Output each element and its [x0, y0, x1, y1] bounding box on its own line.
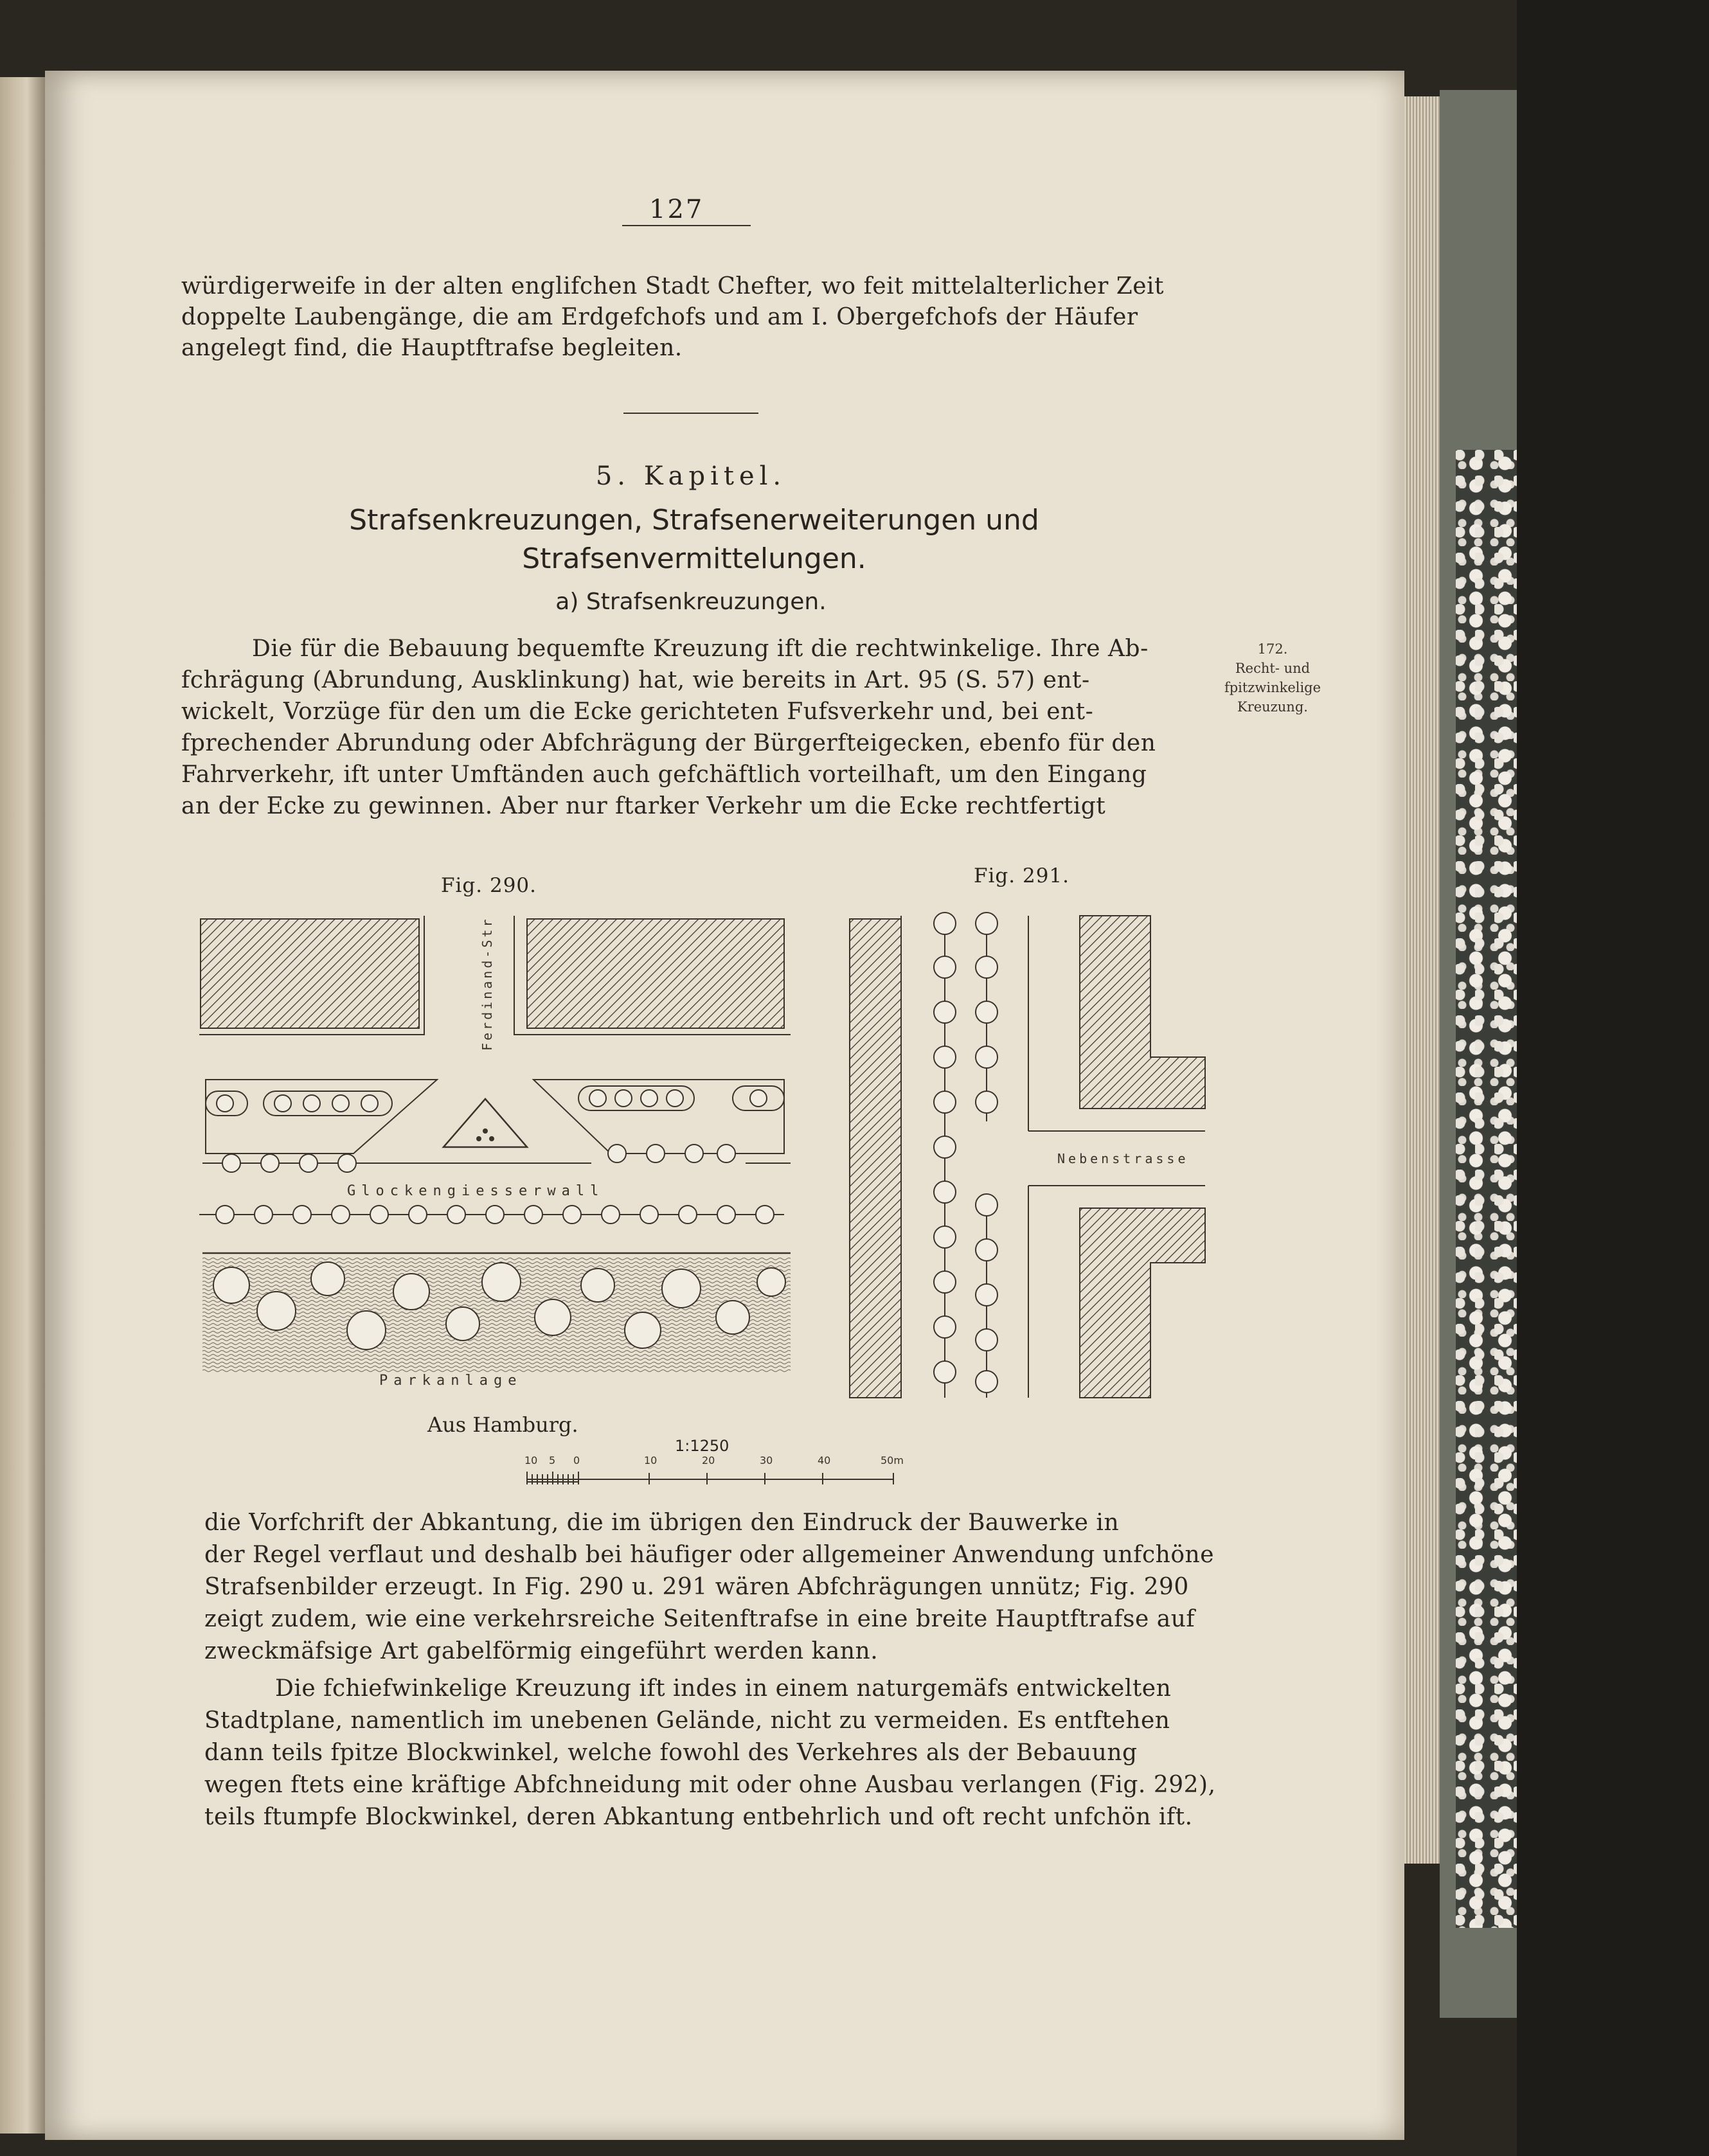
street-label-nebenstrasse: Nebenstrasse	[1057, 1151, 1189, 1166]
scale-bar	[521, 1454, 906, 1492]
chapter-title: 5. Kapitel.	[595, 461, 787, 491]
scale-tick: 40	[818, 1454, 831, 1466]
marginal-line: Recht- und	[1235, 661, 1311, 676]
paragraph-2	[204, 1507, 1223, 1668]
paragraph-1	[181, 633, 1210, 822]
street-label-glockengiesserwall: Glockengiesserwall	[347, 1183, 605, 1199]
page-stack-edge	[1404, 96, 1440, 1864]
text-line: wickelt, Vorzüge für den um die Ecke gerichteten Fufsverkehr und, bei ent-	[181, 699, 1094, 725]
scale-tick: 20	[702, 1454, 715, 1466]
scale-tick: 50m	[881, 1454, 904, 1466]
fig-290-plan	[193, 906, 803, 1420]
marginal-number: 172.	[1257, 641, 1288, 657]
text-line: dann teils fpitze Blockwinkel, welche fowohl des Verkehres als der Bebauung	[204, 1740, 1138, 1766]
heading-line: Strafsenkreuzungen, Strafsenerweiterungen und	[349, 504, 1039, 537]
text-line: würdigerweife in der alten englifchen Stadt Chefter, wo feit mittelalterlicher Zeit	[181, 273, 1165, 299]
scale-tick: 5	[549, 1454, 556, 1466]
marginal-line: Kreuzung.	[1237, 699, 1308, 715]
text-line: fchrägung (Abrundung, Ausklinkung) hat, wie bereits in Art. 95 (S. 57) ent-	[181, 667, 1090, 693]
page-number: 127	[649, 195, 704, 224]
text-line: teils ftumpfe Blockwinkel, deren Abkantung entbehrlich und oft recht unfchön ift.	[204, 1804, 1193, 1830]
street-label-ferdinand: Ferdinand-Str	[479, 916, 495, 1051]
text-line: zeigt zudem, wie eine verkehrsreiche Seitenftrafse in eine breite Hauptftrafse auf	[204, 1606, 1195, 1632]
text-line: Stadtplane, namentlich im unebenen Gelände, nicht zu vermeiden. Es entftehen	[204, 1707, 1170, 1734]
fig-291-caption: Fig. 291.	[974, 864, 1069, 887]
text-line: an der Ecke zu gewinnen. Aber nur ftarker Verkehr um die Ecke rechtfertigt	[181, 793, 1106, 819]
fig-291-plan	[842, 903, 1221, 1404]
marginal-note	[1208, 639, 1337, 717]
text-line: Die fchiefwinkelige Kreuzung ift indes in einem naturgemäfs entwickelten	[275, 1675, 1172, 1702]
heading-line: Strafsenvermittelungen.	[522, 542, 866, 575]
scale-tick: 10	[524, 1454, 538, 1466]
text-line: angelegt find, die Hauptftrafse begleiten.	[181, 335, 683, 361]
text-line: fprechender Abrundung oder Abfchrägung der Bürgerfteigecken, ebenfo für den	[181, 730, 1156, 756]
traffic-island	[533, 1080, 784, 1154]
subsection-heading: a) Strafsenkreuzungen.	[555, 589, 827, 615]
text-line: der Regel verflaut und deshalb bei häufiger oder allgemeiner Anwendung unfchöne	[204, 1542, 1214, 1568]
paragraph-3	[204, 1673, 1223, 1833]
building-block	[1080, 1208, 1205, 1398]
tree-row	[216, 1206, 774, 1224]
text-line: doppelte Laubengänge, die am Erdgefchofs und am I. Obergefchofs der Häufer	[181, 304, 1138, 330]
building-block	[850, 919, 901, 1398]
facing-page-edge	[0, 77, 45, 2134]
section-divider	[623, 413, 758, 414]
scale-tick: 30	[760, 1454, 773, 1466]
text-line: wegen ftets eine kräftige Abfchneidung mit oder ohne Ausbau verlangen (Fig. 292),	[204, 1772, 1216, 1798]
intro-paragraph	[181, 271, 1190, 364]
scale-ratio: 1:1250	[675, 1437, 729, 1455]
building-block	[1080, 916, 1205, 1109]
figure-source: Aus Hamburg.	[427, 1412, 578, 1437]
marginal-line: fpitzwinkelige	[1224, 680, 1321, 695]
text-line: zweckmäfsige Art gabelförmig eingeführt werden kann.	[204, 1638, 879, 1664]
building-block	[527, 919, 784, 1028]
text-line: Fahrverkehr, ift unter Umftänden auch gefchäftlich vorteilhaft, um den Eingang	[181, 762, 1147, 788]
triangle-island	[443, 1099, 527, 1147]
tree-row	[222, 1145, 735, 1172]
page-number-rule	[622, 225, 751, 226]
text-line: Die für die Bebauung bequemfte Kreuzung ift die rechtwinkelige. Ihre Ab-	[252, 636, 1149, 662]
marbled-cover-pattern	[1456, 450, 1517, 1928]
section-heading	[244, 501, 1144, 578]
park-label: Parkanlage	[379, 1373, 523, 1389]
building-block	[201, 919, 419, 1028]
background	[1517, 0, 1709, 2156]
scale-tick: 10	[644, 1454, 658, 1466]
text-line: Strafsenbilder erzeugt. In Fig. 290 u. 291 wären Abfchrägungen unnütz; Fig. 290	[204, 1574, 1189, 1600]
scale-tick: 0	[573, 1454, 580, 1466]
tree-row	[217, 1090, 767, 1112]
text-line: die Vorfchrift der Abkantung, die im übrigen den Eindruck der Bauwerke in	[204, 1510, 1120, 1536]
fig-290-caption: Fig. 290.	[441, 874, 537, 897]
